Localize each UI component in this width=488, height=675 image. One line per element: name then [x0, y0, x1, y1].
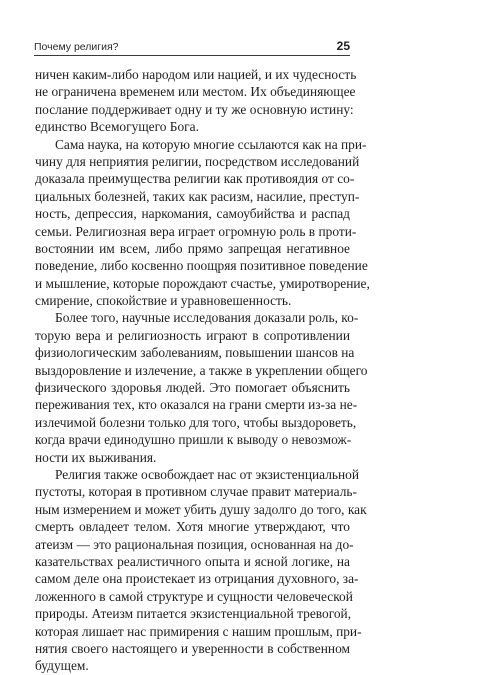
text-line: циальных болезней, таких как расизм, насилие, преступ-: [35, 188, 360, 204]
text-line: смерть овладеет телом. Хотя многие утверждают, что: [35, 519, 350, 535]
text-line: пустоты, которая в противном случае правит материаль-: [35, 484, 357, 500]
text-line: ность, депрессия, наркомания, самоубийства и распад: [35, 206, 350, 222]
text-line: чину для неприятия религии, посредством исследований: [35, 153, 360, 169]
text-line: переживания тех, кто оказался на грани смерти из-за не-: [35, 397, 358, 413]
text-line: послание поддерживает одну и ту же основную истину:: [35, 101, 354, 117]
text-line: физического здоровья людей. Это помогает объяснить: [35, 380, 350, 396]
paragraph: [35, 136, 370, 310]
text-line: не ограничена временем или местом. Их объединяющее: [35, 84, 356, 100]
text-line: излечимой болезни только для того, чтобы выздороветь,: [35, 414, 357, 430]
text-line: природы. Атеизм питается экзистенциальной тревогой,: [35, 606, 352, 622]
text-line: поведение, либо косвенно поощряя позитивное поведение: [35, 258, 368, 274]
text-line: доказала преимущества религии как противоядия от со-: [35, 171, 355, 187]
running-title: Почему религия?: [34, 41, 119, 53]
text-line: ложенного в самой структуре и сущности человеческой: [35, 588, 353, 604]
text-line: самом деле она проистекает из отрицания духовного, за-: [35, 571, 359, 587]
text-line: ным измерением и может убить душу задолго до того, как: [35, 501, 367, 517]
text-line: казательствах реалистичного опыта и ясной логике, на: [35, 553, 350, 569]
text-line: которая лишает нас примирения с нашим прошлым, при-: [35, 623, 362, 639]
text-line: Сама наука, на которую многие ссылаются как на при-: [55, 136, 367, 152]
paragraph: [35, 466, 367, 675]
text-line: Более того, научные исследования доказали роль, ко-: [55, 310, 359, 326]
text-line: когда врачи единодушно пришли к выводу о невозмож-: [35, 432, 352, 448]
text-line: атеизм — это рациональная позиция, основанная на до-: [35, 536, 354, 552]
paragraph: [35, 66, 357, 136]
page-number: 25: [336, 39, 350, 53]
text-line: востоянии им всем, либо прямо запрещая негативное: [35, 240, 350, 256]
text-line: Религия также освобождает нас от экзистенциальной: [55, 466, 360, 482]
text-line: смирение, спокойствие и уравновешенность.: [35, 293, 292, 309]
text-line: физиологическим заболеваниям, повышении шансов на: [35, 345, 355, 361]
text-line: будущем.: [35, 658, 89, 674]
text-line: ности их выживания.: [35, 449, 157, 465]
header-rule: [34, 55, 350, 56]
text-line: выздоровление и излечение, а также в укреплении общего: [35, 362, 368, 378]
text-line: семьи. Религиозная вера играет огромную роль в проти-: [35, 223, 357, 239]
text-line: и мышление, которые порождают счастье, умиротворение,: [35, 275, 370, 291]
text-line: торую вера и религиозность играют в сопротивлении: [35, 327, 350, 343]
paragraph: [35, 309, 368, 466]
text-line: единство Всемогущего Бога.: [35, 119, 199, 135]
text-line: ничен каким-либо народом или нацией, и их чудесность: [35, 67, 357, 82]
body-text: [35, 66, 370, 675]
text-line: нятия своего настоящего и уверенности в собственном: [35, 640, 350, 656]
